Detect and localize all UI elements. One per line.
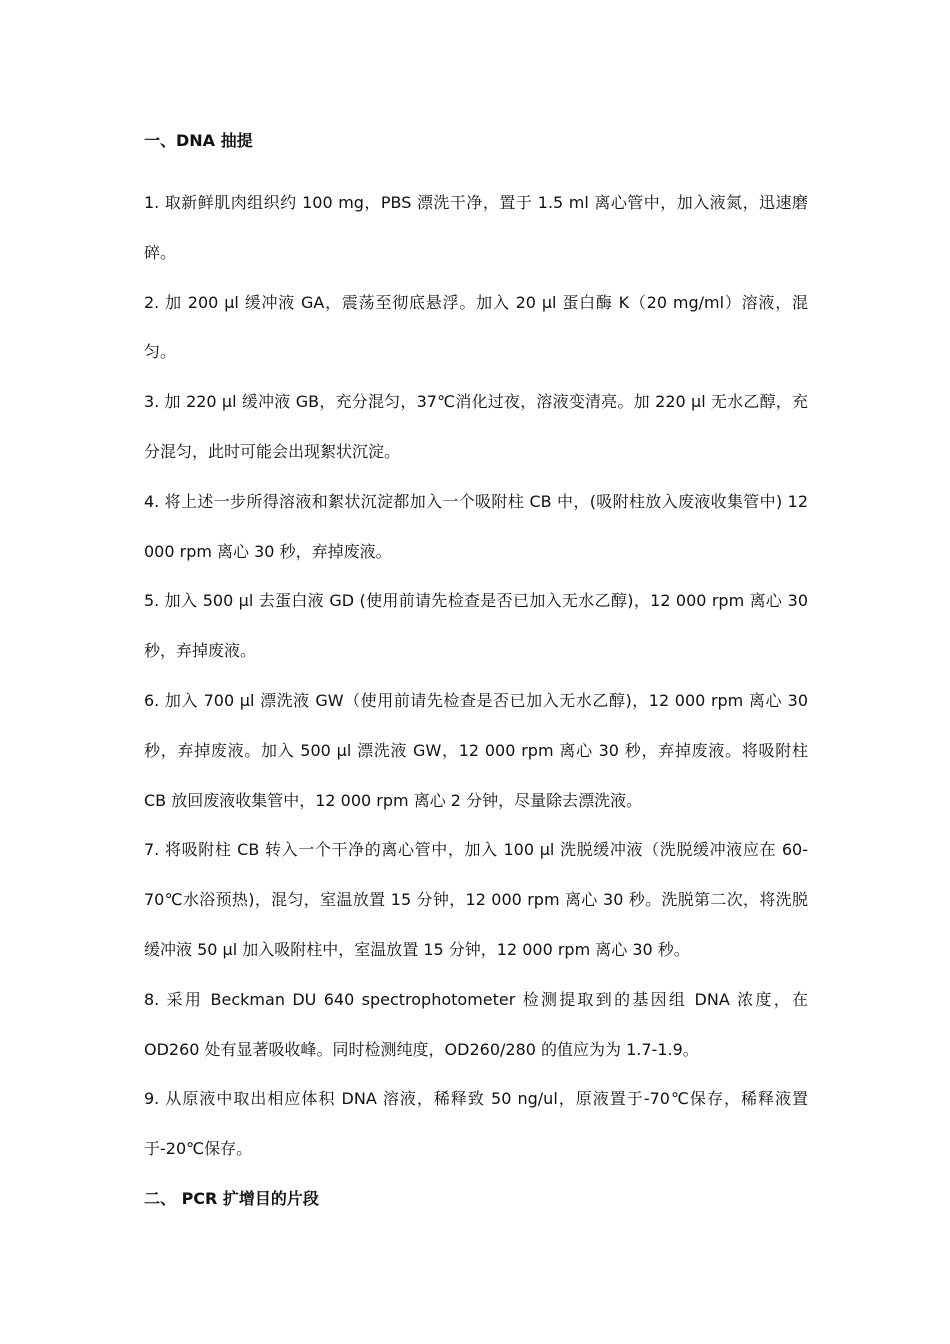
step-5: 5. 加入 500 μl 去蛋白液 GD (使用前请先检查是否已加入无水乙醇)，12 000 rpm 离心 30 秒，弃掉废液。 xyxy=(144,591,808,661)
spacer xyxy=(144,153,808,178)
step-3: 3. 加 220 μl 缓冲液 GB，充分混匀，37℃消化过夜，溶液变清亮。加 220 μl 无水乙醇，充分混匀，此时可能会出现絮状沉淀。 xyxy=(144,392,808,461)
section-1-title: 一、DNA 抽提 xyxy=(144,131,253,150)
step-4: 4. 将上述一步所得溶液和絮状沉淀都加入一个吸附柱 CB 中，(吸附柱放入废液收集管中) 12 000 rpm 离心 30 秒，弃掉废液。 xyxy=(144,491,808,561)
step-8: 8. 采用 Beckman DU 640 spectrophotometer 检测提取到的基因组 DNA 浓度，在 OD260 处有显著吸收峰。同时检测纯度，OD260/280 的值应为为 1.7-1.9。 xyxy=(144,989,808,1059)
document-content xyxy=(144,128,808,1211)
step-9: 9. 从原液中取出相应体积 DNA 溶液，稀释致 50 ng/ul，原液置于-70℃保存，稀释液置于-20℃保存。 xyxy=(144,1089,808,1159)
step-6: 6. 加入 700 μl 漂洗液 GW（使用前请先检查是否已加入无水乙醇)，12 000 rpm 离心 30 秒，弃掉废液。加入 500 μl 漂洗液 GW，12 000 rpm 离心 30 秒，弃掉废液。将吸附柱 CB 放回废液收集管中，12 000 rpm 离心 2 分钟，尽量除去漂洗液。 xyxy=(144,690,808,810)
step-1: 1. 取新鲜肌肉组织约 100 mg，PBS 漂洗干净，置于 1.5 ml 离心管中，加入液氮，迅速磨碎。 xyxy=(144,193,808,262)
section-2-title: 二、 PCR 扩增目的片段 xyxy=(144,1188,319,1208)
step-2: 2. 加 200 μl 缓冲液 GA，震荡至彻底悬浮。加入 20 μl 蛋白酶 K（20 mg/ml）溶液，混匀。 xyxy=(144,292,808,362)
step-7: 7. 将吸附柱 CB 转入一个干净的离心管中，加入 100 μl 洗脱缓冲液（洗脱缓冲液应在 60-70℃水浴预热)，混匀，室温放置 15 分钟，12 000 rpm 离心 30 秒。洗脱第二次，将洗脱缓冲液 50 μl 加入吸附柱中，室温放置 15 分钟，12 000 rpm 离心 30 秒。 xyxy=(144,840,808,959)
